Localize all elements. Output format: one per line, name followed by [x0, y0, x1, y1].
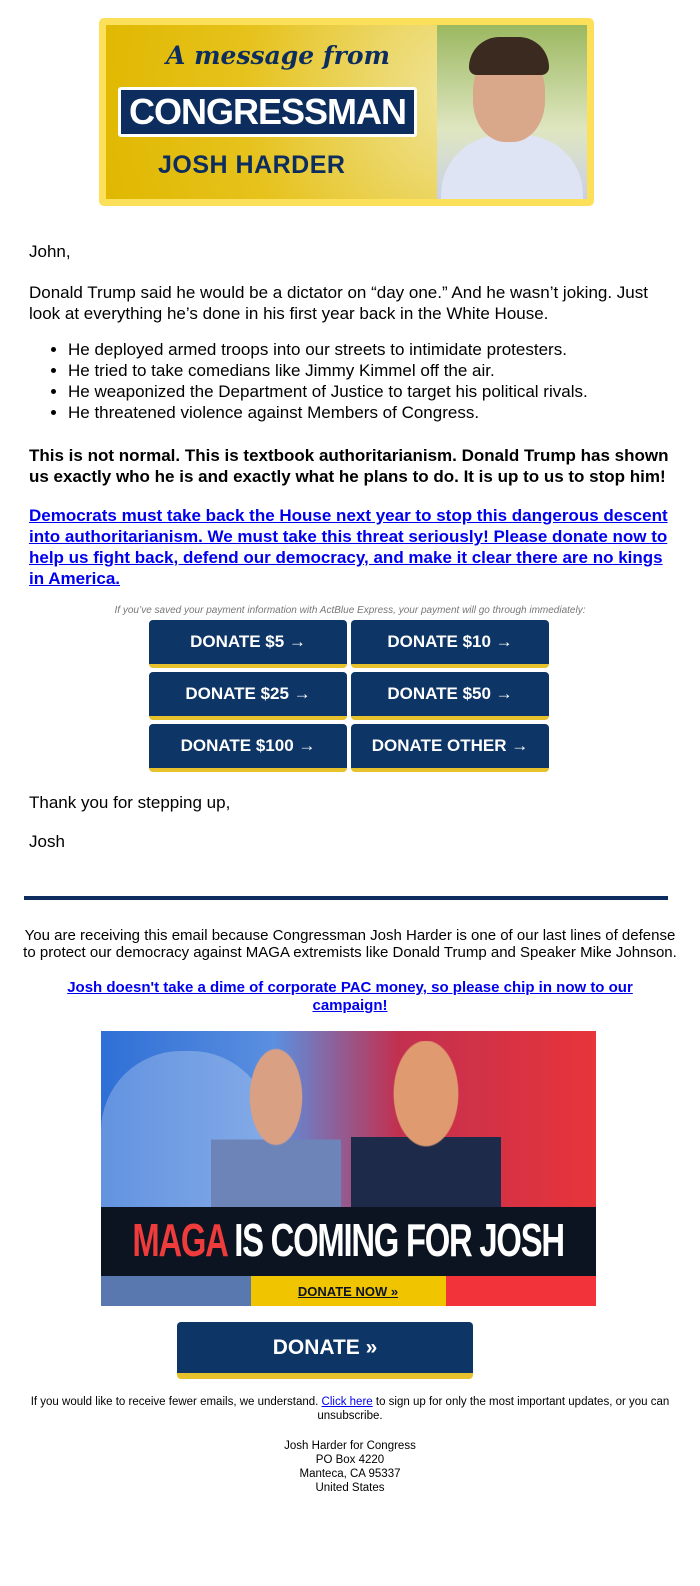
unsubscribe-note: [24, 1395, 676, 1423]
signature: Josh: [29, 832, 65, 851]
candidate-photo: [437, 25, 587, 199]
address-line: United States: [315, 1482, 385, 1494]
footer-reason: You are receiving this email because Congressman Josh Harder is one of our last lines of defense to protect our democracy against MAGA extremists like Donald Trump and Speaker Mike Johnson.: [23, 927, 677, 961]
list-item: • He weaponized the Department of Justice to target his political rivals.: [68, 381, 671, 402]
banner-name: JOSH HARDER: [158, 151, 346, 179]
list-item: • He tried to take comedians like Jimmy Kimmel off the air.: [68, 360, 671, 381]
banner-headline: [101, 1207, 596, 1276]
bullet-list: [29, 339, 671, 423]
donate-100-button[interactable]: DONATE $100 →: [149, 724, 347, 772]
divider: [24, 896, 668, 900]
click-here-link[interactable]: Click here: [321, 1396, 373, 1408]
greeting: John,: [29, 242, 71, 261]
actblue-express-note: If you’ve saved your payment information with ActBlue Express, your payment will go through immediately:: [114, 605, 586, 616]
banner-footer-left: [101, 1276, 251, 1306]
header-banner: [99, 18, 594, 206]
mailing-address: [29, 1439, 671, 1525]
banner-footer-right: [446, 1276, 596, 1306]
donate-button-grid: [149, 620, 551, 772]
list-item: • He deployed armed troops into our streets to intimidate protesters.: [68, 339, 671, 360]
donate-25-button[interactable]: DONATE $25 →: [149, 672, 347, 720]
maga-word: MAGA: [132, 1215, 228, 1267]
banner-title: CONGRESSMAN: [118, 87, 417, 137]
unsub-text-after: to sign up for only the most important updates, or you can unsubscribe.: [317, 1396, 670, 1422]
photo-shirt: [441, 135, 583, 205]
bold-paragraph: This is not normal. This is textbook authoritarianism. Donald Trump has shown us exactly who he is and exactly what he plans to do. It is up to us to stop him!: [29, 446, 669, 486]
banner-tagline: A message from: [166, 41, 390, 70]
maga-donate-banner[interactable]: [101, 1031, 596, 1306]
address-line: Josh Harder for Congress: [284, 1440, 416, 1452]
corporate-pac-link[interactable]: Josh doesn't take a dime of corporate PAC money, so please chip in now to our campaign!: [67, 979, 633, 1014]
unsub-text-before: If you would like to receive fewer emails, we understand.: [30, 1396, 322, 1408]
donate-cta-link[interactable]: Democrats must take back the House next year to stop this dangerous descent into authoritarianism. We must take this threat seriously! Please donate now to help us fight back, defend our democracy, and make it clear there are no kings in America.: [29, 506, 668, 588]
email-body: [23, 241, 677, 1525]
harder-photo: [211, 1046, 341, 1216]
donate-50-button[interactable]: DONATE $50 →: [351, 672, 549, 720]
donate-now-label: DONATE NOW »: [297, 1283, 399, 1299]
photo-hair: [469, 37, 549, 75]
address-line: Manteca, CA 95337: [299, 1468, 401, 1480]
trump-photo: [351, 1041, 501, 1216]
donate-other-button[interactable]: DONATE OTHER →: [351, 724, 549, 772]
donate-main-button[interactable]: DONATE »: [177, 1322, 473, 1379]
list-item: • He threatened violence against Members of Congress.: [68, 402, 671, 423]
headline-rest: IS COMING FOR JOSH: [234, 1215, 564, 1267]
banner-donate-now[interactable]: [251, 1276, 446, 1306]
donate-10-button[interactable]: DONATE $10 →: [351, 620, 549, 668]
donate-5-button[interactable]: DONATE $5 →: [149, 620, 347, 668]
closing: Thank you for stepping up,: [29, 793, 231, 812]
intro-paragraph: Donald Trump said he would be a dictator on “day one.” And he wasn’t joking. Just look at everything he’s done in his first year back in the White House.: [29, 283, 648, 323]
address-line: PO Box 4220: [315, 1454, 385, 1466]
